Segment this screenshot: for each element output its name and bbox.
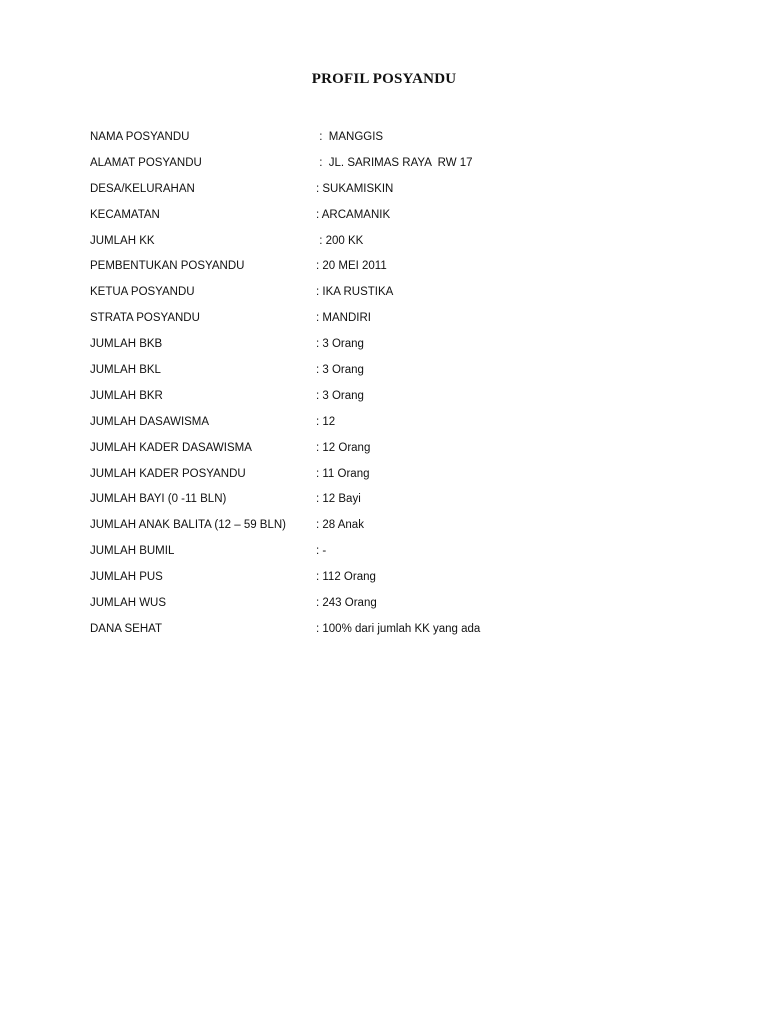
field-value: : 112 Orang — [316, 571, 376, 584]
field-row-jumlah-anak-balita — [90, 516, 690, 542]
field-value: : IKA RUSTIKA — [316, 286, 394, 299]
field-label: JUMLAH BKR — [90, 389, 163, 402]
field-label: ALAMAT POSYANDU — [90, 156, 202, 169]
field-row-jumlah-pus — [90, 568, 690, 594]
field-label: JUMLAH KADER DASAWISMA — [90, 441, 252, 454]
field-row-desa-kelurahan — [90, 180, 690, 206]
field-value: : 200 KK — [316, 234, 364, 247]
field-row-jumlah-bayi — [90, 490, 690, 516]
field-label: PEMBENTUKAN POSYANDU — [90, 260, 245, 273]
field-label: KECAMATAN — [90, 208, 160, 221]
field-label: JUMLAH PUS — [90, 571, 163, 584]
page-title: PROFIL POSYANDU — [311, 71, 457, 87]
field-value: : 3 Orang — [316, 364, 364, 377]
field-row-kecamatan — [90, 206, 690, 232]
profile-fields — [90, 128, 690, 646]
field-row-pembentukan-posyandu — [90, 257, 690, 283]
field-row-ketua-posyandu — [90, 283, 690, 309]
field-value: : ARCAMANIK — [316, 208, 391, 221]
field-label: JUMLAH BKL — [90, 364, 161, 377]
field-row-alamat-posyandu — [90, 154, 690, 180]
field-value: : 3 Orang — [316, 389, 364, 402]
field-row-dana-sehat — [90, 620, 690, 646]
field-label: KETUA POSYANDU — [90, 286, 195, 299]
field-value: : SUKAMISKIN — [316, 182, 394, 195]
field-label: JUMLAH KADER POSYANDU — [90, 467, 246, 480]
field-row-jumlah-dasawisma — [90, 413, 690, 439]
field-row-jumlah-bkr — [90, 387, 690, 413]
field-label: JUMLAH BKB — [90, 338, 163, 351]
field-row-nama-posyandu — [90, 128, 690, 154]
field-row-jumlah-bumil — [90, 542, 690, 568]
field-value: : 243 Orang — [316, 597, 377, 610]
field-value: : MANDIRI — [316, 312, 371, 325]
field-value: : 11 Orang — [316, 467, 370, 480]
field-label: STRATA POSYANDU — [90, 312, 200, 325]
field-label: JUMLAH BAYI (0 -11 BLN) — [90, 493, 227, 506]
field-value: : JL. SARIMAS RAYA RW 17 — [316, 156, 473, 169]
field-row-jumlah-bkl — [90, 361, 690, 387]
field-row-jumlah-kader-posyandu — [90, 465, 690, 491]
field-value: : 12 — [316, 415, 336, 428]
field-row-strata-posyandu — [90, 309, 690, 335]
field-value: : MANGGIS — [316, 131, 384, 143]
field-row-jumlah-kader-dasawisma — [90, 439, 690, 465]
field-label: DANA SEHAT — [90, 622, 162, 635]
field-row-jumlah-kk — [90, 232, 690, 258]
field-label: JUMLAH ANAK BALITA (12 – 59 BLN) — [90, 519, 287, 532]
field-value: : 20 MEI 2011 — [316, 260, 387, 273]
field-label: JUMLAH WUS — [90, 597, 167, 610]
field-value: : 12 Orang — [316, 441, 371, 454]
field-value: : 100% dari jumlah KK yang ada — [316, 622, 481, 635]
field-value: : 3 Orang — [316, 338, 364, 351]
field-label: JUMLAH KK — [90, 234, 155, 247]
field-label: NAMA POSYANDU — [90, 131, 190, 143]
field-label: JUMLAH BUMIL — [90, 545, 175, 558]
field-label: JUMLAH DASAWISMA — [90, 415, 210, 428]
field-row-jumlah-wus — [90, 594, 690, 620]
field-row-jumlah-bkb — [90, 335, 690, 361]
field-value: : 28 Anak — [316, 519, 364, 532]
field-label: DESA/KELURAHAN — [90, 182, 195, 195]
field-value: : - — [316, 545, 327, 558]
field-value: : 12 Bayi — [316, 493, 361, 506]
